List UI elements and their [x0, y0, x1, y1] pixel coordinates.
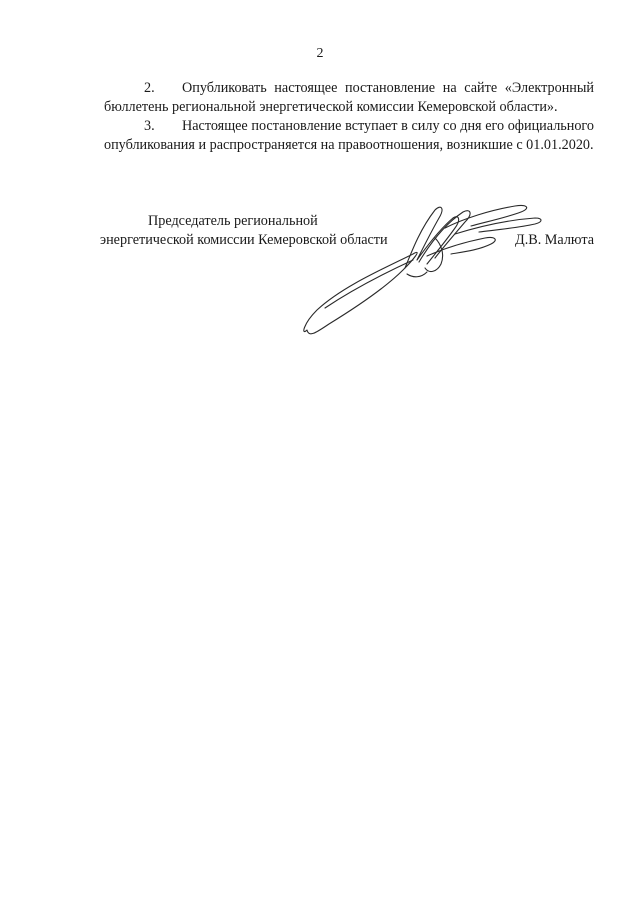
paragraph-text: Настоящее постановление вступает в силу со дня его официального опубликования и распространяется на правоотношения, возникшие с 01.01.2020. [104, 118, 594, 153]
paragraph-3 [104, 117, 594, 155]
signer-title-line-1: Председатель региональной [148, 213, 318, 229]
paragraph-number: 2. [144, 80, 155, 96]
page-number: 2 [316, 46, 324, 61]
handwritten-signature [295, 198, 555, 348]
paragraph-2 [104, 79, 594, 117]
signer-title-line-2: энергетической комиссии Кемеровской области [100, 232, 388, 248]
paragraph-number: 3. [144, 118, 155, 134]
paragraph-text: Опубликовать настоящее постановление на сайте «Электронный бюллетень региональной энергетической комиссии Кемеровской области». [104, 80, 594, 115]
signer-name: Д.В. Малюта [515, 232, 594, 248]
